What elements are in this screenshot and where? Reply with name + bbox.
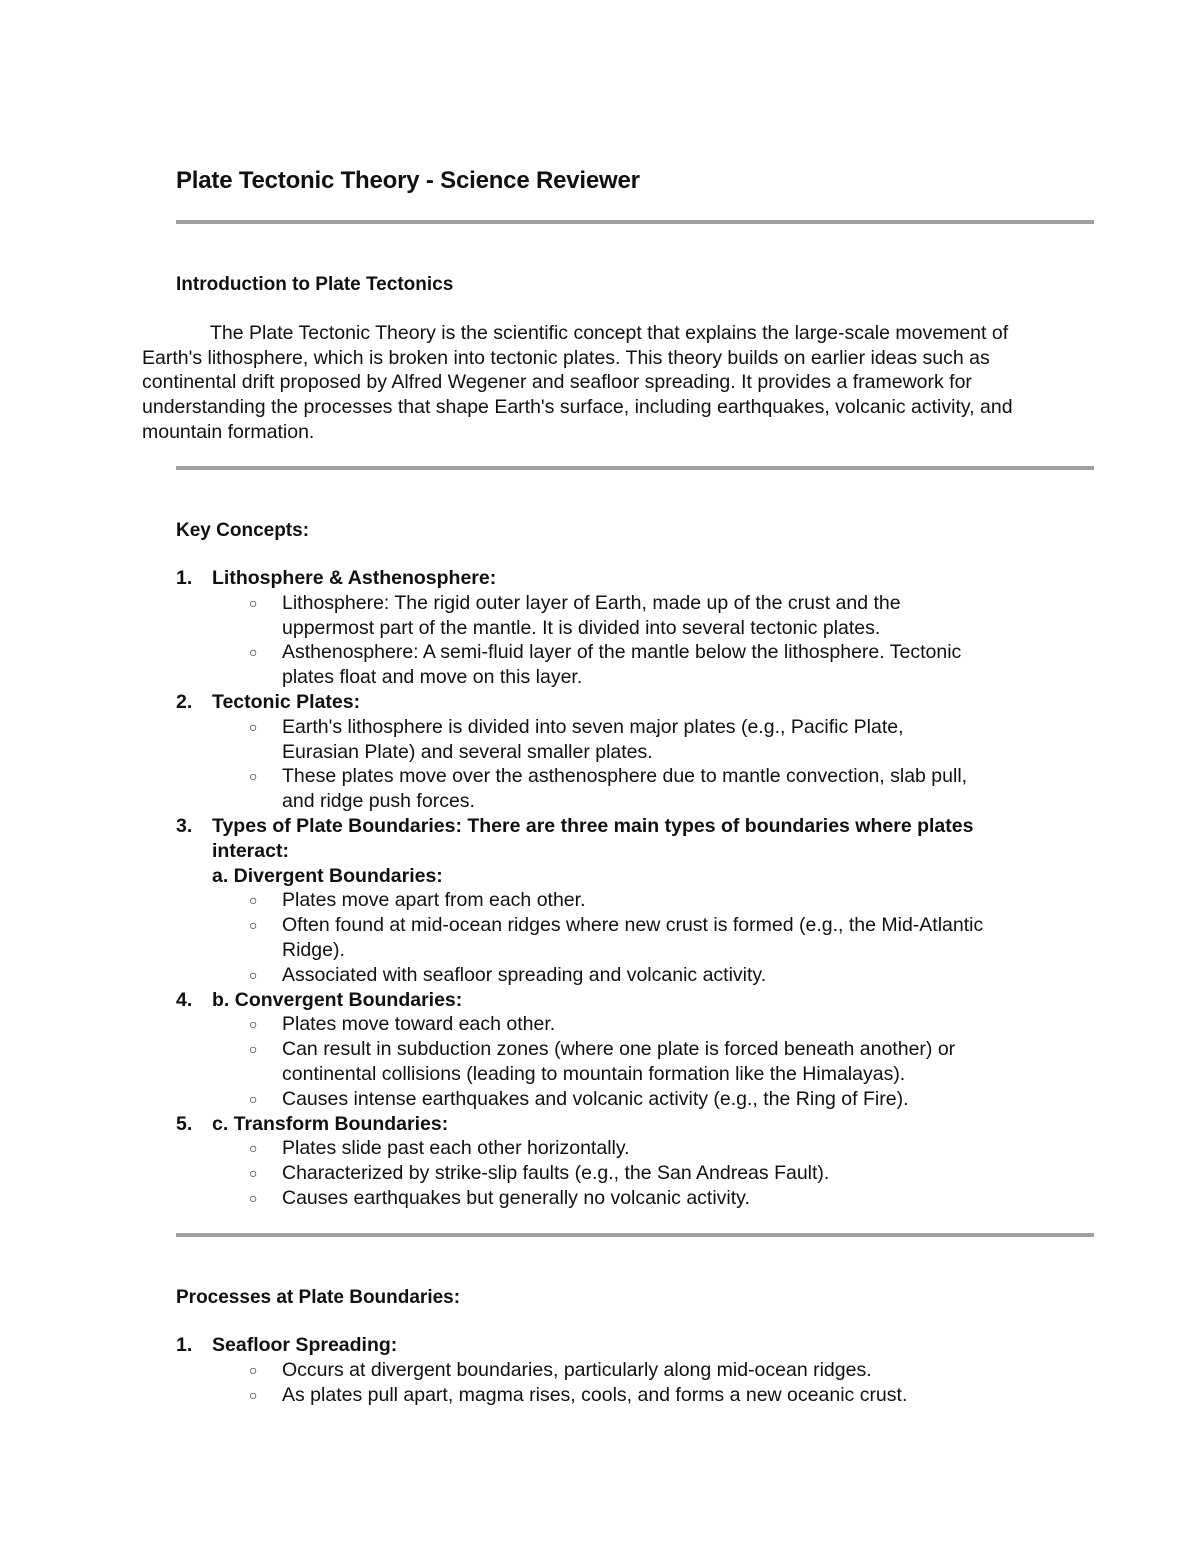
hollow-circle-bullet-icon: ○: [249, 1041, 258, 1058]
list-item-continuation: [176, 616, 1076, 641]
hollow-circle-bullet-icon: ○: [249, 1361, 258, 1378]
bullet-text: and ridge push forces.: [282, 790, 475, 813]
bullet-text: Occurs at divergent boundaries, particularly along mid-ocean ridges.: [282, 1358, 872, 1381]
list-item-heading: [176, 690, 1076, 715]
bullet-text: Eurasian Plate) and several smaller plates.: [282, 740, 653, 763]
bullet-text: uppermost part of the mantle. It is divided into several tectonic plates.: [282, 616, 881, 639]
list-number: 5.: [176, 1112, 193, 1135]
bullet-text: plates float and move on this layer.: [282, 666, 583, 689]
list-item-heading-continuation: [176, 839, 1076, 864]
key-concepts-list: [176, 566, 1076, 1211]
list-item: [176, 1136, 1076, 1161]
list-item-title: interact:: [212, 839, 289, 862]
bullet-text: Lithosphere: The rigid outer layer of Earth, made up of the crust and the: [282, 591, 901, 614]
list-item: [176, 1012, 1076, 1037]
list-item-title: c. Transform Boundaries:: [212, 1112, 449, 1135]
list-item: [176, 1186, 1076, 1211]
list-item-heading: [176, 1112, 1076, 1137]
list-item: [176, 963, 1076, 988]
bullet-text: Plates slide past each other horizontally.: [282, 1137, 630, 1160]
processes-heading: Processes at Plate Boundaries:: [176, 1287, 461, 1308]
bullet-text: Associated with seafloor spreading and volcanic activity.: [282, 963, 767, 986]
list-number: 2.: [176, 690, 193, 713]
list-number: 4.: [176, 988, 193, 1011]
list-item: [176, 913, 1076, 938]
list-item-title: b. Convergent Boundaries:: [212, 988, 463, 1011]
hollow-circle-bullet-icon: ○: [249, 1016, 258, 1033]
list-item-heading: [176, 1333, 1076, 1358]
list-item: [176, 888, 1076, 913]
bullet-text: Earth's lithosphere is divided into seven major plates (e.g., Pacific Plate,: [282, 715, 904, 738]
hollow-circle-bullet-icon: ○: [249, 1140, 258, 1157]
list-item-heading: [176, 566, 1076, 591]
list-item-continuation: [176, 789, 1076, 814]
hollow-circle-bullet-icon: ○: [249, 892, 258, 909]
document-title: Plate Tectonic Theory - Science Reviewer: [176, 167, 640, 194]
list-item-continuation: [176, 740, 1076, 765]
list-item-title: Lithosphere & Asthenosphere:: [212, 567, 497, 589]
list-item: [176, 591, 1076, 616]
processes-list: [176, 1333, 1076, 1407]
list-number: 1.: [176, 567, 193, 589]
bullet-text: Plates move toward each other.: [282, 1013, 556, 1036]
horizontal-rule: [176, 220, 1094, 224]
bullet-text: Can result in subduction zones (where one plate is forced beneath another) or: [282, 1038, 956, 1061]
hollow-circle-bullet-icon: ○: [249, 1386, 258, 1403]
list-subheading: [176, 864, 1076, 889]
list-item-title: Tectonic Plates:: [212, 690, 361, 713]
list-item-heading: [176, 814, 1076, 839]
hollow-circle-bullet-icon: ○: [249, 594, 258, 611]
horizontal-rule: [176, 466, 1094, 470]
bullet-text: Causes earthquakes but generally no volcanic activity.: [282, 1186, 750, 1209]
intro-paragraph: The Plate Tectonic Theory is the scientific concept that explains the large-scale movement of Earth's lithosphere, which is broken into tectonic plates. This theory builds on earlier ideas such as continental drift proposed by Alfred Wegener and seafloor spreading. It provides a framework for understanding the processes that shape Earth's surface, including earthquakes, volcanic activity, and mountain formation.: [142, 322, 1013, 443]
list-subheading-text: a. Divergent Boundaries:: [212, 864, 443, 887]
horizontal-rule: [176, 1233, 1094, 1237]
list-item: [176, 1161, 1076, 1186]
hollow-circle-bullet-icon: ○: [249, 768, 258, 785]
hollow-circle-bullet-icon: ○: [249, 966, 258, 983]
bullet-text: Plates move apart from each other.: [282, 889, 586, 912]
list-item: [176, 640, 1076, 665]
list-item-continuation: [176, 938, 1076, 963]
bullet-text: Causes intense earthquakes and volcanic activity (e.g., the Ring of Fire).: [282, 1087, 909, 1110]
list-item: [176, 1087, 1076, 1112]
list-item-heading: [176, 988, 1076, 1013]
bullet-text: As plates pull apart, magma rises, cools, and forms a new oceanic crust.: [282, 1383, 908, 1406]
list-item: [176, 1383, 1076, 1408]
key-concepts-heading: Key Concepts:: [176, 520, 310, 541]
hollow-circle-bullet-icon: ○: [249, 1165, 258, 1182]
list-item: [176, 1037, 1076, 1062]
bullet-text: Ridge).: [282, 938, 345, 961]
list-item-title: Types of Plate Boundaries: There are three main types of boundaries where plates: [212, 814, 974, 837]
intro-heading: Introduction to Plate Tectonics: [176, 274, 454, 295]
list-item: [176, 1358, 1076, 1383]
bullet-text: continental collisions (leading to mountain formation like the Himalayas).: [282, 1062, 906, 1085]
bullet-text: These plates move over the asthenosphere due to mantle convection, slab pull,: [282, 765, 968, 788]
list-item-continuation: [176, 1062, 1076, 1087]
list-number: 1.: [176, 1334, 193, 1356]
bullet-text: Often found at mid-ocean ridges where new crust is formed (e.g., the Mid-Atlantic: [282, 914, 984, 937]
list-number: 3.: [176, 814, 193, 837]
hollow-circle-bullet-icon: ○: [249, 917, 258, 934]
hollow-circle-bullet-icon: ○: [249, 1189, 258, 1206]
hollow-circle-bullet-icon: ○: [249, 1090, 258, 1107]
bullet-text: Characterized by strike-slip faults (e.g., the San Andreas Fault).: [282, 1162, 830, 1185]
list-item: [176, 715, 1076, 740]
hollow-circle-bullet-icon: ○: [249, 644, 258, 661]
bullet-text: Asthenosphere: A semi-fluid layer of the mantle below the lithosphere. Tectonic: [282, 641, 962, 664]
list-item: [176, 764, 1076, 789]
hollow-circle-bullet-icon: ○: [249, 718, 258, 735]
list-item-title: Seafloor Spreading:: [212, 1334, 398, 1356]
list-item-continuation: [176, 665, 1076, 690]
